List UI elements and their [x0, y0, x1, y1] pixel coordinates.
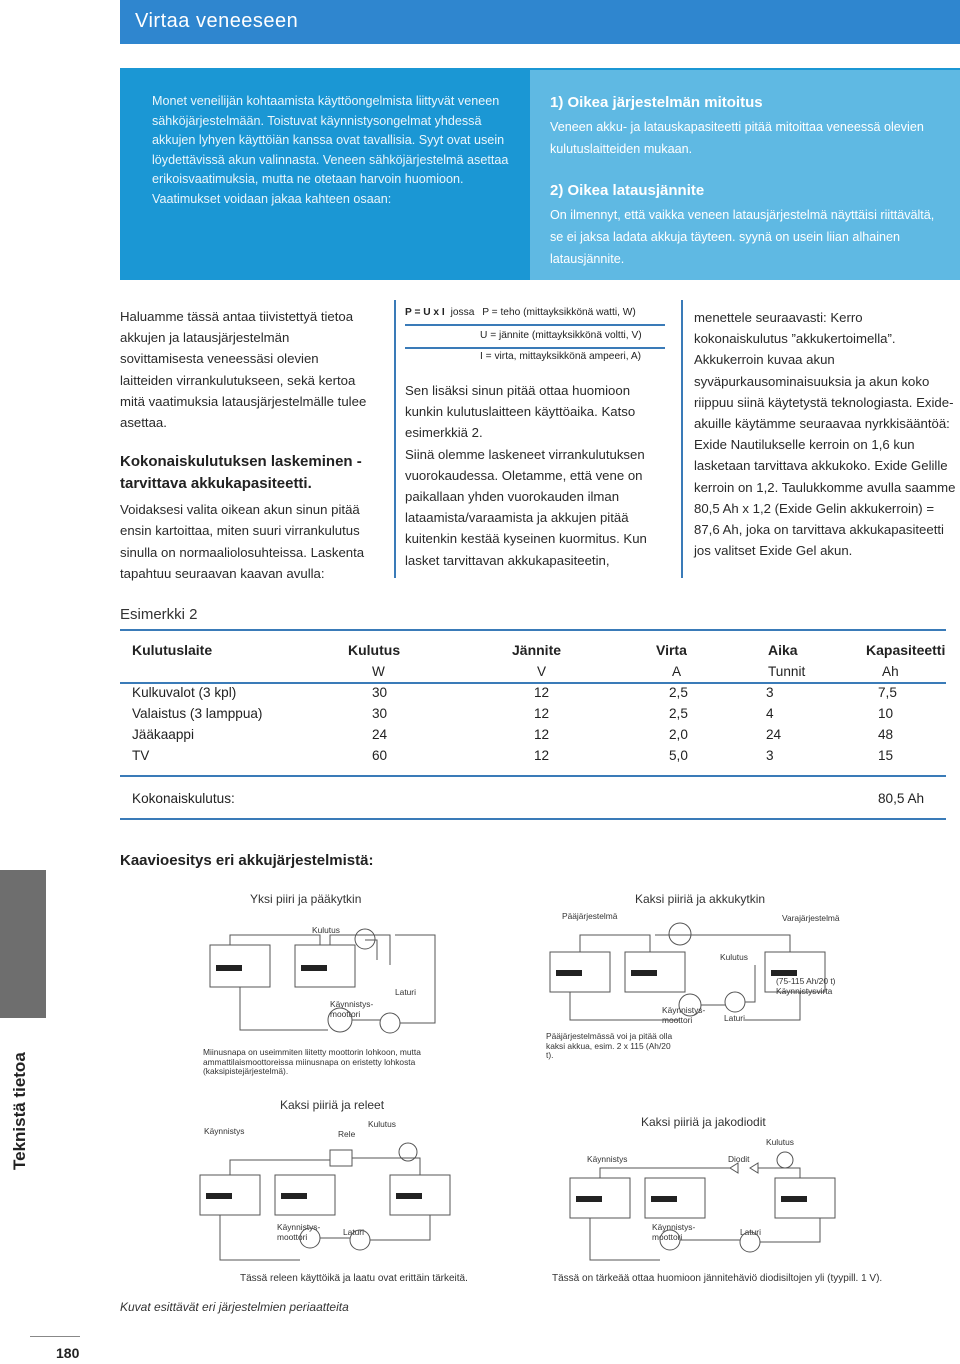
diagram-3-kaynnistys: Käynnistys — [204, 1126, 245, 1136]
column-divider-2 — [681, 300, 683, 578]
table-header: Jännite — [512, 642, 562, 658]
table-unit: Ah — [882, 664, 899, 679]
intro-text: Monet veneilijän kohtaamista käyttöongelmista liittyvät veneen sähköjärjestelmään. Toistuvat käynnistysongelmat yhdessä akkujen lyhyen käyttöiän kanssa ovat tavallisia. Syyt ovat usein löydettävissä akun valinnasta. Veneen sähköjärjestelmä asettaa erikoisvaatimuksia, mutta ne otetaan harvoin huomioon. Vaatimukset voidaan jakaa kahteen osaan: — [152, 94, 509, 206]
column-3 — [694, 307, 956, 561]
page-number-rule — [30, 1336, 80, 1337]
col1-paragraph-2: Voidaksesi valita oikean akun sinun pitää ensin kartoittaa, miten suuri virrankulutus sinulla on normaaliolosuhteissa. Laskenta tapahtuu seuraavan kaavan avulla: — [120, 502, 365, 581]
relay-icon — [330, 1150, 352, 1166]
diagram-4-laturi: Laturi — [740, 1227, 761, 1237]
table-cell: 24 — [766, 727, 782, 742]
diagram-4-diodit: Diodit — [728, 1154, 750, 1164]
total-label: Kokonaiskulutus: — [132, 791, 235, 806]
requirement-1-heading: 1) Oikea järjestelmän mitoitus — [550, 94, 763, 111]
starter-motor-icon — [300, 1228, 320, 1248]
table-header: Kapasiteetti — [866, 642, 946, 658]
table-cell: Jääkaappi — [132, 727, 194, 742]
consumer-icon — [777, 1152, 793, 1168]
col3-paragraph: menettele seuraavasti: Kerro kokonaiskulutus ”akkukertoimella”. Akkukerroin kuvaa akun syväpurkausominaisuuksia ja akun koko riippuu siinä käytetystä teknologiasta. Exide-akuille käytämme seuraavaa nyrkkisääntöä: Exide Nautilukselle kerroin on 1,6 kun lasketaan tarvittava akkukoko. Exide Gelille kerroin on 1,2. Taulukkomme avulla saamme 80,5 Ah x 1,2 (Exide Gelin akkukerroin) = 87,6 Ah, joka on tarvittava akkukapasiteetti jos valitset Exide Gel akun. — [694, 310, 956, 559]
diagram-4-caption: Tässä on tärkeää ottaa huomioon jännitehäviö diodisiltojen yli (tyypill. 1 V). — [552, 1273, 883, 1284]
table-cell: 30 — [372, 706, 388, 721]
diagram-3-laturi: Laturi — [343, 1227, 364, 1237]
diagram-2-varajarjestelma: Varajärjestelmä — [782, 913, 840, 923]
table-cell: 3 — [766, 748, 774, 763]
formula-rule-1 — [405, 324, 665, 326]
diagram-2-kulutus: Kulutus — [720, 952, 748, 962]
page-number: 180 — [56, 1345, 80, 1361]
diagram-4-kaynnistys: Käynnistys — [587, 1154, 628, 1164]
formula-p: P = teho (mittayksikkönä watti, W) — [482, 307, 636, 318]
table-cell: 2,5 — [669, 685, 688, 700]
formula-joiner: jossa — [450, 307, 475, 318]
table-header-rule — [120, 682, 946, 684]
table-cell: 12 — [534, 685, 550, 700]
diagram-2-paajarjestelma: Pääjärjestelmä — [562, 911, 618, 921]
formula-lead: P = U x I — [405, 307, 445, 318]
table-cell: 10 — [878, 706, 894, 721]
table-body-rule — [120, 775, 946, 777]
side-tab — [0, 870, 46, 1018]
table-top-rule — [120, 629, 946, 631]
table-unit: V — [537, 664, 547, 679]
formula-u: U = jännite (mittayksikkönä voltti, V) — [480, 330, 642, 341]
diagram-2-title: Kaksi piiriä ja akkukytkin — [635, 892, 766, 906]
col2-paragraph-1: Sen lisäksi sinun pitää ottaa huomioon kunkin kulutuslaitteen käyttöaika. Katso esimerkkiä 2. — [405, 383, 636, 441]
table-cell: Kulkuvalot (3 kpl) — [132, 685, 237, 700]
table-cell: 2,5 — [669, 706, 688, 721]
table-cell: 12 — [534, 748, 550, 763]
table-cell: Valaistus (3 lamppua) — [132, 706, 263, 721]
column-divider-1 — [394, 300, 396, 578]
section-heading: Kokonaiskulutuksen laskeminen - tarvittava akkukapasiteetti. — [120, 453, 362, 493]
diagram-3-title: Kaksi piiriä ja releet — [280, 1098, 385, 1112]
table-unit: W — [372, 664, 385, 679]
table-cell: 2,0 — [669, 727, 688, 742]
diagram-3-kulutus: Kulutus — [368, 1119, 396, 1129]
table-cell: 7,5 — [878, 685, 897, 700]
requirement-1-text: Veneen akku- ja latauskapasiteetti pitää mitoittaa veneessä olevien kulutuslaitteiden mukaan. — [550, 120, 924, 156]
diagram-2-note: Pääjärjestelmässä voi ja pitää olla kaksi akkua, esim. 2 x 115 (Ah/20 t). — [546, 1031, 673, 1060]
table-cell: 48 — [878, 727, 894, 742]
diagram-4-kmoottori: Käynnistys- moottori — [652, 1222, 696, 1242]
requirements-box — [530, 70, 960, 280]
table-header: Kulutus — [348, 642, 401, 658]
diagram-2-kaynnistys: Käynnistys- moottori — [662, 1005, 706, 1025]
starter-motor-icon — [679, 994, 701, 1016]
table-cell: 4 — [766, 706, 774, 721]
diagram-1-kaynnistys: Käynnistys- moottori — [330, 999, 374, 1019]
diagram-3-kmoottori: Käynnistys- moottori — [277, 1222, 321, 1242]
diagram-4-schematic — [560, 1150, 850, 1270]
starter-motor-icon — [328, 1008, 352, 1032]
table-cell: 15 — [878, 748, 894, 763]
requirement-2-heading: 2) Oikea latausjännite — [550, 182, 705, 199]
diagram-1-note: Miinusnapa on useimmiten liitetty moottorin lohkoon, mutta ammattilaismoottoreissa miinusnapa on eristetty lohkosta (kaksipistejärjestelmä). — [203, 1047, 421, 1076]
diagram-3-schematic — [190, 1140, 470, 1270]
side-tab-label — [10, 1040, 46, 1170]
table-cell: 12 — [534, 706, 550, 721]
consumer-icon — [355, 929, 375, 949]
diagram-2-spec: (75-115 Ah/20 t) Käynnistysvirta — [776, 976, 836, 996]
table-header: Virta — [656, 642, 687, 658]
table-cell: 60 — [372, 748, 388, 763]
table-bottom-rule — [120, 818, 946, 820]
diagrams-footnote: Kuvat esittävät eri järjestelmien periaatteita — [120, 1300, 349, 1314]
diagram-4-kulutus: Kulutus — [766, 1137, 794, 1147]
table-cell: 5,0 — [669, 748, 688, 763]
diagram-1-kulutus: Kulutus — [312, 925, 340, 935]
formula-i: I = virta, mittayksikkönä ampeeri, A) — [480, 351, 642, 362]
diode-icon — [730, 1163, 758, 1173]
diagram-2-schematic — [540, 920, 840, 1040]
diagram-1-schematic — [200, 905, 460, 1045]
page-title: Virtaa veneeseen — [135, 10, 299, 32]
diagram-2-laturi: Laturi — [724, 1013, 745, 1023]
diagrams-title: Kaavioesitys eri akkujärjestelmistä: — [120, 852, 374, 869]
alternator-icon — [350, 1230, 370, 1250]
column-1 — [120, 306, 375, 584]
switch-icon — [669, 923, 691, 945]
table-cell: 24 — [372, 727, 388, 742]
formula-line-p — [405, 307, 636, 318]
table-unit: Tunnit — [768, 664, 806, 679]
total-value: 80,5 Ah — [878, 791, 925, 806]
requirement-2-text: On ilmennyt, että vaikka veneen latausjärjestelmä näyttäisi riittävältä, se ei jaksa ladata akkuja täyteen. syynä on usein liian alhainen latausjännite. — [550, 208, 935, 266]
formula-rule-2 — [405, 347, 665, 349]
starter-motor-icon — [660, 1230, 680, 1250]
table-unit: A — [672, 664, 682, 679]
example-title: Esimerkki 2 — [120, 606, 198, 623]
diagram-4-title: Kaksi piiriä ja jakodiodit — [641, 1115, 766, 1129]
diagram-1-title: Yksi piiri ja pääkytkin — [250, 892, 362, 906]
table-cell: 12 — [534, 727, 550, 742]
table-header: Aika — [768, 642, 798, 658]
side-tab-text: Teknistä tietoa — [10, 1052, 29, 1170]
alternator-icon — [380, 1013, 400, 1033]
col2-paragraph-2: Siinä olemme laskeneet virrankulutuksen vuorokaudessa. Oletamme, että vene on paikallaan yhden vuorokauden ilman lataamista/varaamista ja akkujen pitää kuitenkin kestää kyseinen kuormitus. Kun lasket tarvittavan akkukapasiteetin, — [405, 446, 647, 568]
diagram-3-rele: Rele — [338, 1129, 356, 1139]
table-cell: TV — [132, 748, 150, 763]
diagram-3-caption: Tässä releen käyttöikä ja laatu ovat erittäin tärkeitä. — [240, 1273, 468, 1284]
column-2 — [405, 380, 670, 571]
alternator-icon — [740, 1232, 760, 1252]
alternator-icon — [725, 992, 745, 1012]
col1-paragraph-1: Haluamme tässä antaa tiivistettyä tietoa akkujen ja latausjärjestelmän sovittamisesta veneessäsi olevien laitteiden virrankulutukseen, sekä kertoa mitä vaatimuksia latausjärjestelmälle tulee asettaa. — [120, 309, 367, 431]
table-cell: 30 — [372, 685, 388, 700]
table-header: Kulutuslaite — [132, 642, 213, 658]
table-cell: 3 — [766, 685, 774, 700]
diagram-1-laturi: Laturi — [395, 987, 416, 997]
